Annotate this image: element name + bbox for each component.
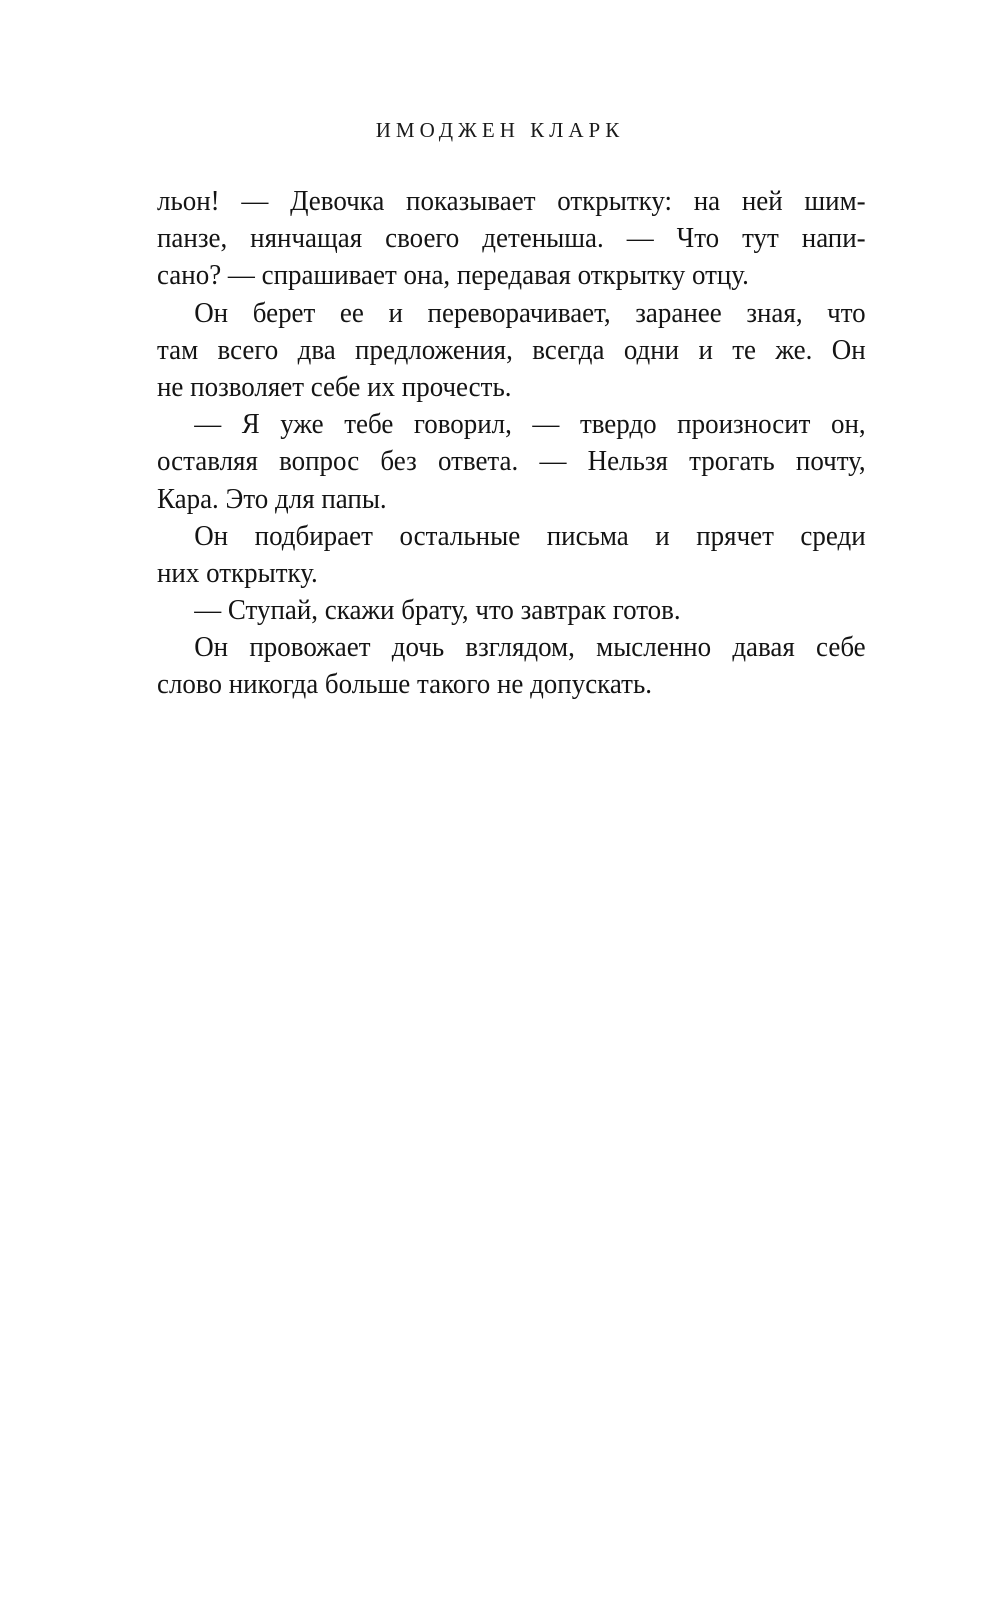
text-line: — Ступай, скажи брату, что завтрак готов. — [194, 594, 681, 627]
text-line: оставляя вопрос без ответа. — Нельзя трогать почту, — [157, 445, 866, 478]
text-line: Он подбирает остальные письма и прячет среди — [194, 519, 866, 552]
running-head-author: ИМОДЖЕН КЛАРК — [375, 118, 625, 142]
text-line: слово никогда больше такого не допускать. — [157, 668, 652, 701]
text-line: Кара. Это для папы. — [157, 482, 387, 515]
body-text — [157, 183, 866, 704]
text-line: не позволяет себе их прочесть. — [157, 370, 512, 403]
text-line: Он берет ее и переворачивает, заранее зная, что — [194, 296, 866, 329]
text-line: них открытку. — [157, 556, 318, 589]
text-line: панзе, нянчащая своего детеныша. — Что тут напи- — [157, 222, 866, 255]
text-line: сано? — спрашивает она, передавая открытку отцу. — [157, 259, 749, 292]
text-line: Он провожает дочь взглядом, мысленно давая себе — [194, 631, 866, 664]
text-line: там всего два предложения, всегда одни и те же. Он — [157, 333, 866, 366]
text-line: льон! — Девочка показывает открытку: на ней шим- — [157, 185, 866, 217]
text-line: — Я уже тебе говорил, — твердо произносит он, — [194, 408, 866, 441]
